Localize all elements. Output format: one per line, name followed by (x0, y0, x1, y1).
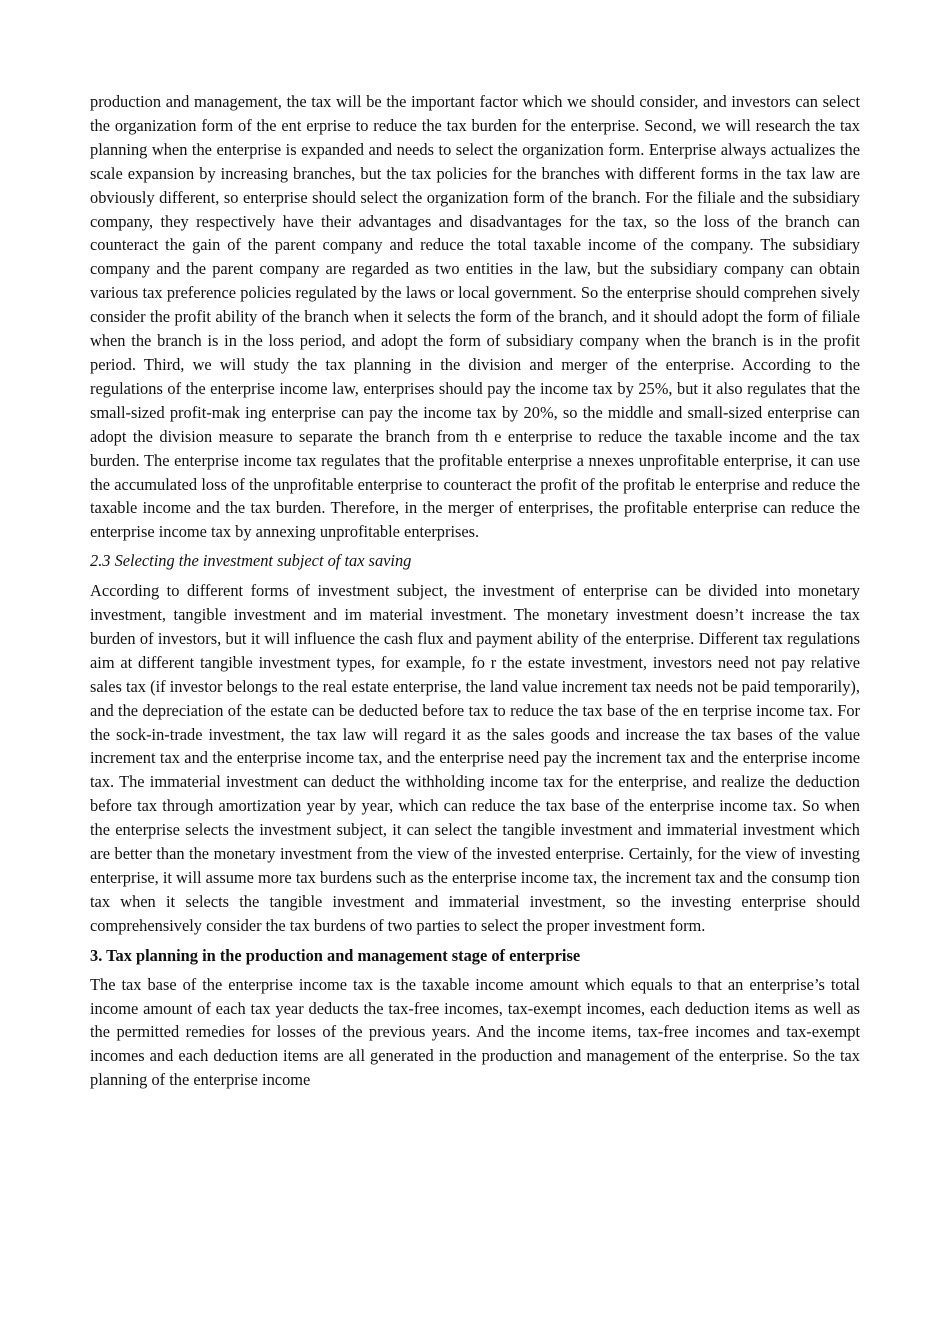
body-paragraph-investment-subject: According to different forms of investment subject, the investment of enterprise can be divided into monetary investment, tangible investment and im material investment. The monetary investment doesn’t increase the tax burden of investors, but it will influence the cash flux and payment ability of the enterprise. Different tax regulations aim at different tangible investment types, for example, fo r the estate investment, investors need not pay relative sales tax (if investor belongs to the real estate enterprise, the land value increment tax needs not be paid temporarily), and the depreciation of the estate can be deducted before tax to reduce the tax base of the en terprise income tax. For the sock-in-trade investment, the tax law will regard it as the sales goods and increase the tax bases of the value increment tax and the enterprise income tax, and the enterprise need pay the increment tax and the enterprise income tax. The immaterial investment can deduct the withholding income tax for the enterprise, and realize the deduction before tax through amortization year by year, which can reduce the tax base of the enterprise income tax. So when the enterprise selects the investment subject, it can select the tangible investment and immaterial investment which are better than the monetary investment from the view of the invested enterprise. Certainly, for the view of investing enterprise, it will assume more tax burdens such as the enterprise income tax, the increment tax and the consump tion tax when it selects the tangible investment and immaterial investment, so the investing enterprise should comprehensively consider the tax burdens of two parties to select the proper investment form. (90, 581, 860, 935)
body-paragraph-production-stage: The tax base of the enterprise income tax is the taxable income amount which equals to that an enterprise’s total income amount of each tax year deducts the tax-free incomes, tax-exempt incomes, each deduction items as well as the permitted remedies for losses of the previous years. And the income items, tax-free incomes and tax-exempt incomes and each deduction items are all generated in the production and management of the enterprise. So the tax planning of the enterprise income (90, 974, 860, 1090)
subsection-heading-2-3: 2.3 Selecting the investment subject of tax saving (90, 551, 412, 571)
section-heading-3: 3. Tax planning in the production and management stage of enterprise (90, 945, 581, 965)
document-page (90, 90, 860, 1092)
body-paragraph-organization-form: production and management, the tax will be the important factor which we should consider, and investors can select the organization form of the ent erprise to reduce the tax burden for the enterprise. Second, we will research the tax planning when the enterprise is expanded and needs to select the organization form. Enterprise always actualizes the scale expansion by increasing branches, but the tax policies for the branches with different forms in the tax law are obviously different, so enterprise should select the organization form of the branch. For the filiale and the subsidiary company, they respectively have their advantages and disadvantages for the tax, so the loss of the branch can counteract the gain of the parent company and reduce the total taxable income of the company. The subsidiary company and the parent company are regarded as two entities in the law, but the subsidiary company can obtain various tax preference policies regulated by the laws or local government. So the enterprise should comprehen sively consider the profit ability of the branch when it selects the form of the branch, and it should adopt the form of filiale when the branch is in the loss period, and adopt the form of subsidiary company when the branch is in the profit period. Third, we will study the tax planning in the division and merger of the enterprise. According to the regulations of the enterprise income law, enterprises should pay the income tax by 25%, but it also regulates that the small-sized profit-mak ing enterprise can pay the income tax by 20%, so the middle and small-sized enterprise can adopt the division measure to separate the branch from th e enterprise to reduce the taxable income and the tax burden. The enterprise income tax regulates that the profitable enterprise a nnexes unprofitable enterprise, it can use the accumulated loss of the unprofitable enterprise to counteract the profit of the profitab le enterprise and reduce the taxable income and the tax burden. Therefore, in the merger of enterprises, the profitable enterprise can reduce the enterprise income tax by annexing unprofitable enterprises. (90, 92, 860, 542)
